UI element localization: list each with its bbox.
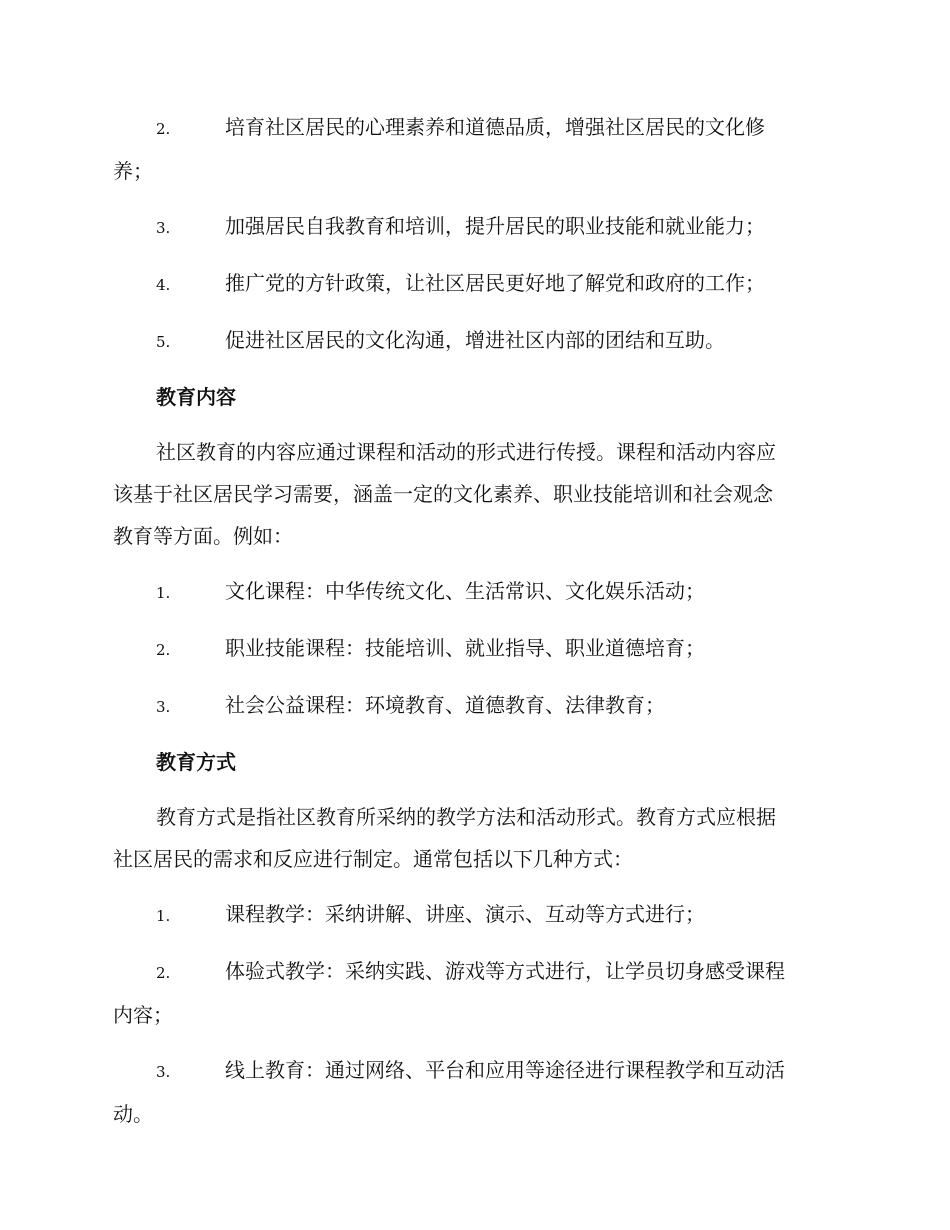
- list-item: [113, 893, 833, 937]
- list-text: 职业技能课程：技能培训、就业指导、职业道德培育；: [225, 636, 705, 660]
- list-number: 4.: [156, 276, 171, 294]
- list-text: 文化课程：中华传统文化、生活常识、文化娱乐活动；: [225, 579, 705, 603]
- paragraph-line: 该基于社区居民学习需要，涵盖一定的文化素养、职业技能培训和社会观念: [113, 482, 773, 506]
- list-number: 5.: [156, 333, 171, 351]
- list-text-continuation: 内容；: [113, 1003, 173, 1027]
- list-text: 培育社区居民的心理素养和道德品质，增强社区居民的文化修: [225, 115, 765, 139]
- paragraph-line: 社区教育的内容应通过课程和活动的形式进行传授。课程和活动内容应: [156, 440, 776, 464]
- paragraph-line: 社区居民的需求和反应进行制定。通常包括以下几种方式：: [113, 847, 633, 871]
- list-text: 加强居民自我教育和培训，提升居民的职业技能和就业能力；: [225, 214, 765, 238]
- document-page: [113, 106, 833, 1148]
- list-number: 1.: [156, 584, 171, 602]
- paragraph-line: 教育方式是指社区教育所采纳的教学方法和活动形式。教育方式应根据: [156, 805, 776, 829]
- section-paragraph-method: [113, 796, 833, 880]
- paragraph-line: 教育等方面。例如：: [113, 524, 293, 548]
- list-number: 2.: [156, 120, 171, 138]
- list-text: 社会公益课程：环境教育、道德教育、法律教育；: [225, 693, 665, 717]
- list-item: [113, 205, 833, 249]
- list-number: 3.: [156, 698, 171, 716]
- list-number: 2.: [156, 641, 171, 659]
- section-heading-method: 教育方式: [156, 750, 236, 774]
- list-text-continuation: 动。: [113, 1102, 153, 1126]
- list-text: 推广党的方针政策，让社区居民更好地了解党和政府的工作；: [225, 271, 765, 295]
- list-item: [113, 950, 833, 1036]
- list-item: [113, 570, 833, 614]
- list-number: 2.: [156, 964, 171, 982]
- list-number: 3.: [156, 219, 171, 237]
- list-item: [113, 262, 833, 306]
- list-item: [113, 319, 833, 363]
- list-item: [113, 627, 833, 671]
- list-text: 促进社区居民的文化沟通，增进社区内部的团结和互助。: [225, 328, 725, 352]
- list-number: 3.: [156, 1063, 171, 1081]
- list-text: 线上教育：通过网络、平台和应用等途径进行课程教学和互动活: [225, 1058, 785, 1082]
- list-item: [113, 1049, 833, 1135]
- list-text-continuation: 养；: [113, 159, 153, 183]
- section-paragraph-content: [113, 431, 833, 557]
- section-heading-content: 教育内容: [156, 385, 236, 409]
- list-text: 体验式教学：采纳实践、游戏等方式进行，让学员切身感受课程: [225, 959, 785, 983]
- list-number: 1.: [156, 907, 171, 925]
- list-text: 课程教学：采纳讲解、讲座、演示、互动等方式进行；: [225, 902, 705, 926]
- list-item: [113, 684, 833, 728]
- list-item: [113, 106, 833, 192]
